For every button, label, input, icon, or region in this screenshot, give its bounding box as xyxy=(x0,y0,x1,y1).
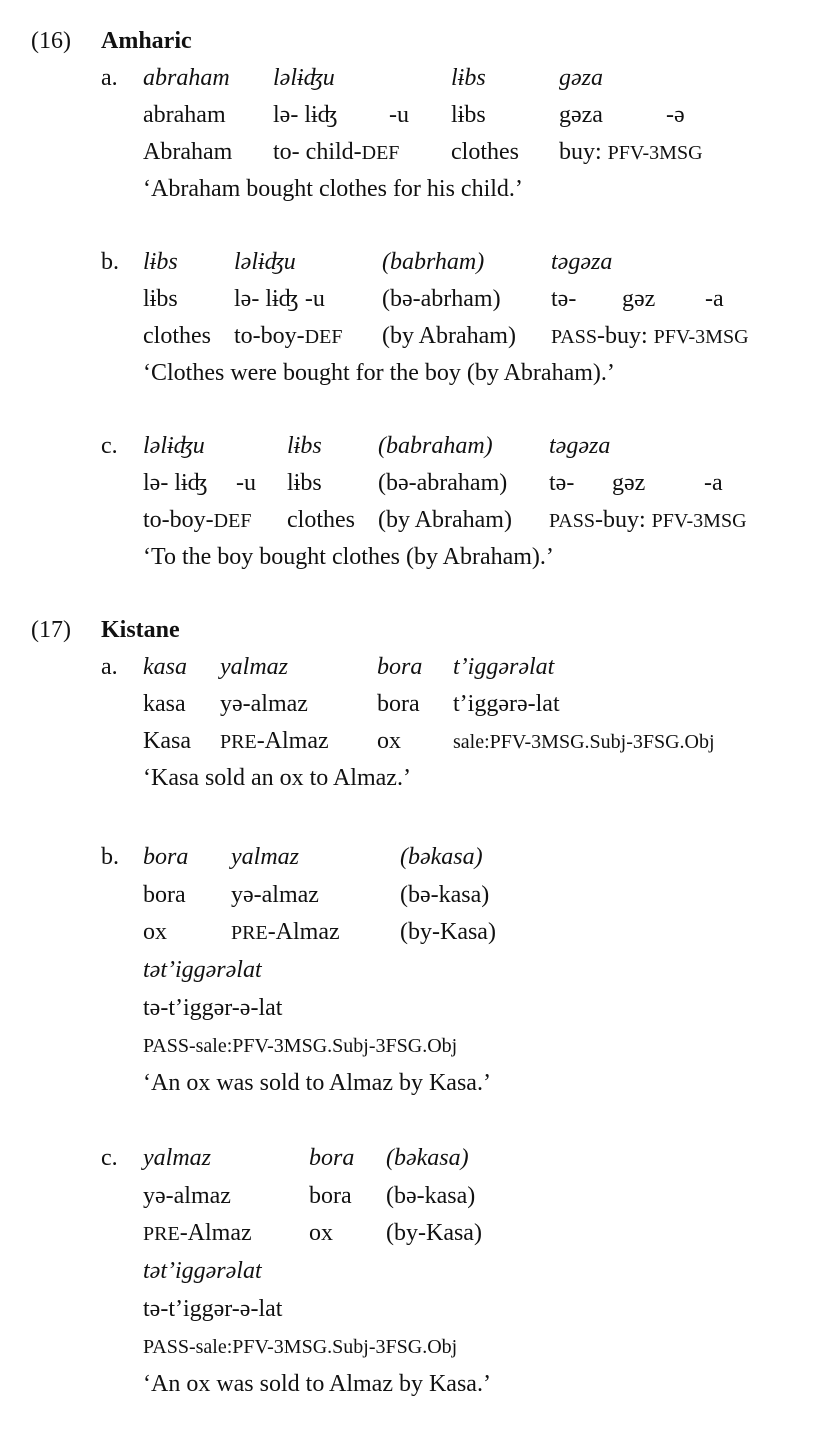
morpheme: tə- xyxy=(549,470,575,496)
translation: ‘To the boy bought clothes (by Abraham).’ xyxy=(143,544,554,570)
gloss-text: -sale:PFV-3MSG.Subj-3FSG.Obj xyxy=(188,1035,458,1057)
gloss-text: -sale:PFV-3MSG.Subj-3FSG.Obj xyxy=(188,1336,458,1358)
gloss xyxy=(231,920,340,944)
gloss-word: yalmaz xyxy=(143,1145,211,1171)
gloss: clothes xyxy=(287,507,355,533)
gloss: (by-Kasa) xyxy=(400,919,496,945)
gloss-text: -buy: xyxy=(594,507,652,533)
gloss-abbrev: PASS xyxy=(549,510,595,532)
gloss-word: lɨbs xyxy=(143,249,178,275)
gloss-word: tət’iggərəlat xyxy=(143,1258,262,1284)
gloss: clothes xyxy=(143,323,211,349)
gloss: (by Abraham) xyxy=(382,323,516,349)
morpheme: -u xyxy=(236,470,256,496)
gloss-text: to- child- xyxy=(273,139,362,165)
translation: ‘Clothes were bought for the boy (by Abraham).’ xyxy=(143,360,615,386)
gloss-abbrev: PRE xyxy=(231,922,268,944)
gloss-word: kasa xyxy=(143,654,187,680)
example-number: (17) xyxy=(31,617,71,643)
gloss xyxy=(143,508,251,532)
gloss-word: gəza xyxy=(559,65,603,91)
gloss xyxy=(551,324,749,348)
gloss: ox xyxy=(377,728,401,754)
morpheme: lɨbs xyxy=(287,470,322,496)
morpheme: lɨbs xyxy=(451,102,486,128)
morpheme: bora xyxy=(377,691,420,717)
gloss xyxy=(220,729,329,753)
gloss-word: ləlɨʤu xyxy=(273,65,335,91)
gloss-text: buy: xyxy=(559,139,608,165)
gloss-word: ləlɨʤu xyxy=(143,433,205,459)
morpheme: gəz xyxy=(612,470,646,496)
morpheme: bora xyxy=(143,882,186,908)
example-label: b. xyxy=(101,844,119,870)
gloss-abbrev: PFV-3MSG xyxy=(607,142,703,164)
morpheme: (bə-abrham) xyxy=(382,286,501,312)
gloss: ox xyxy=(143,919,167,945)
gloss-abbrev: DEF xyxy=(304,326,343,348)
translation: ‘An ox was sold to Almaz by Kasa.’ xyxy=(143,1371,491,1397)
gloss-word: bora xyxy=(309,1145,355,1171)
gloss-word: təgəza xyxy=(549,433,611,459)
gloss xyxy=(143,1033,457,1057)
gloss: sale:PFV-3MSG.Subj-3FSG.Obj xyxy=(453,731,715,753)
gloss-abbrev: PRE xyxy=(143,1223,180,1245)
translation: ‘Kasa sold an ox to Almaz.’ xyxy=(143,765,411,791)
gloss-word: (bəkasa) xyxy=(386,1145,469,1171)
gloss-word: lɨbs xyxy=(287,433,322,459)
gloss xyxy=(273,140,399,164)
language-heading: Amharic xyxy=(101,28,192,54)
morpheme: lɨbs xyxy=(143,286,178,312)
example-label: c. xyxy=(101,1145,118,1171)
gloss-text: to-boy- xyxy=(234,323,305,349)
gloss xyxy=(143,1221,252,1245)
morpheme: yə-almaz xyxy=(220,691,308,717)
morpheme: lə- lɨʤ xyxy=(273,102,338,128)
morpheme: gəz xyxy=(622,286,656,312)
gloss: (by Abraham) xyxy=(378,507,512,533)
gloss: Kasa xyxy=(143,728,191,754)
gloss-abbrev: PASS xyxy=(143,1336,189,1358)
example-label: c. xyxy=(101,433,118,459)
morpheme: tə- xyxy=(551,286,577,312)
morpheme: lə- lɨʤ xyxy=(143,470,208,496)
example-label: a. xyxy=(101,65,118,91)
gloss xyxy=(143,1334,457,1358)
gloss xyxy=(549,508,747,532)
morpheme: -a xyxy=(705,286,724,312)
example-label: a. xyxy=(101,654,118,680)
gloss xyxy=(234,324,342,348)
gloss-abbrev: PFV-3MSG xyxy=(651,510,747,532)
morpheme: yə-almaz xyxy=(143,1183,231,1209)
gloss-text: -buy: xyxy=(596,323,654,349)
gloss-abbrev: DEF xyxy=(213,510,252,532)
gloss-text: -Almaz xyxy=(256,728,329,754)
morpheme: tə-t’iggər-ə-lat xyxy=(143,1296,283,1322)
morpheme: (bə-abraham) xyxy=(378,470,508,496)
gloss-word: tət’iggərəlat xyxy=(143,957,262,983)
gloss-text: -Almaz xyxy=(179,1220,252,1246)
gloss-abbrev: PFV-3MSG xyxy=(653,326,749,348)
gloss-abbrev: PASS xyxy=(143,1035,189,1057)
example-label: b. xyxy=(101,249,119,275)
gloss-abbrev: PRE xyxy=(220,731,257,753)
morpheme: -ə xyxy=(666,102,685,128)
gloss-word: (babrham) xyxy=(382,249,485,275)
gloss-abbrev: PASS xyxy=(551,326,597,348)
gloss-word: (bəkasa) xyxy=(400,844,483,870)
morpheme: tə-t’iggər-ə-lat xyxy=(143,995,283,1021)
language-heading: Kistane xyxy=(101,617,180,643)
example-number: (16) xyxy=(31,28,71,54)
morpheme: (bə-kasa) xyxy=(386,1183,476,1209)
gloss: Abraham xyxy=(143,139,233,165)
morpheme: kasa xyxy=(143,691,186,717)
morpheme: yə-almaz xyxy=(231,882,319,908)
morpheme: bora xyxy=(309,1183,352,1209)
translation: ‘Abraham bought clothes for his child.’ xyxy=(143,176,523,202)
gloss-word: təgəza xyxy=(551,249,613,275)
morpheme: (bə-kasa) xyxy=(400,882,490,908)
gloss-word: bora xyxy=(377,654,423,680)
gloss-word: bora xyxy=(143,844,189,870)
gloss-word: lɨbs xyxy=(451,65,486,91)
gloss-word: yalmaz xyxy=(220,654,288,680)
gloss-text: to-boy- xyxy=(143,507,214,533)
gloss-text: -Almaz xyxy=(267,919,340,945)
morpheme: -u xyxy=(389,102,409,128)
gloss-word: yalmaz xyxy=(231,844,299,870)
gloss-word: abraham xyxy=(143,65,230,91)
morpheme: gəza xyxy=(559,102,603,128)
gloss-word: t’iggərəlat xyxy=(453,654,555,680)
gloss: clothes xyxy=(451,139,519,165)
morpheme: abraham xyxy=(143,102,226,128)
gloss-abbrev: DEF xyxy=(361,142,400,164)
translation: ‘An ox was sold to Almaz by Kasa.’ xyxy=(143,1070,491,1096)
gloss-word: (babraham) xyxy=(378,433,493,459)
gloss xyxy=(559,140,703,164)
morpheme: t’iggərə-lat xyxy=(453,691,560,717)
gloss-word: ləlɨʤu xyxy=(234,249,296,275)
gloss: (by-Kasa) xyxy=(386,1220,482,1246)
morpheme: -a xyxy=(704,470,723,496)
morpheme: lə- lɨʤ -u xyxy=(234,286,325,312)
gloss: ox xyxy=(309,1220,333,1246)
